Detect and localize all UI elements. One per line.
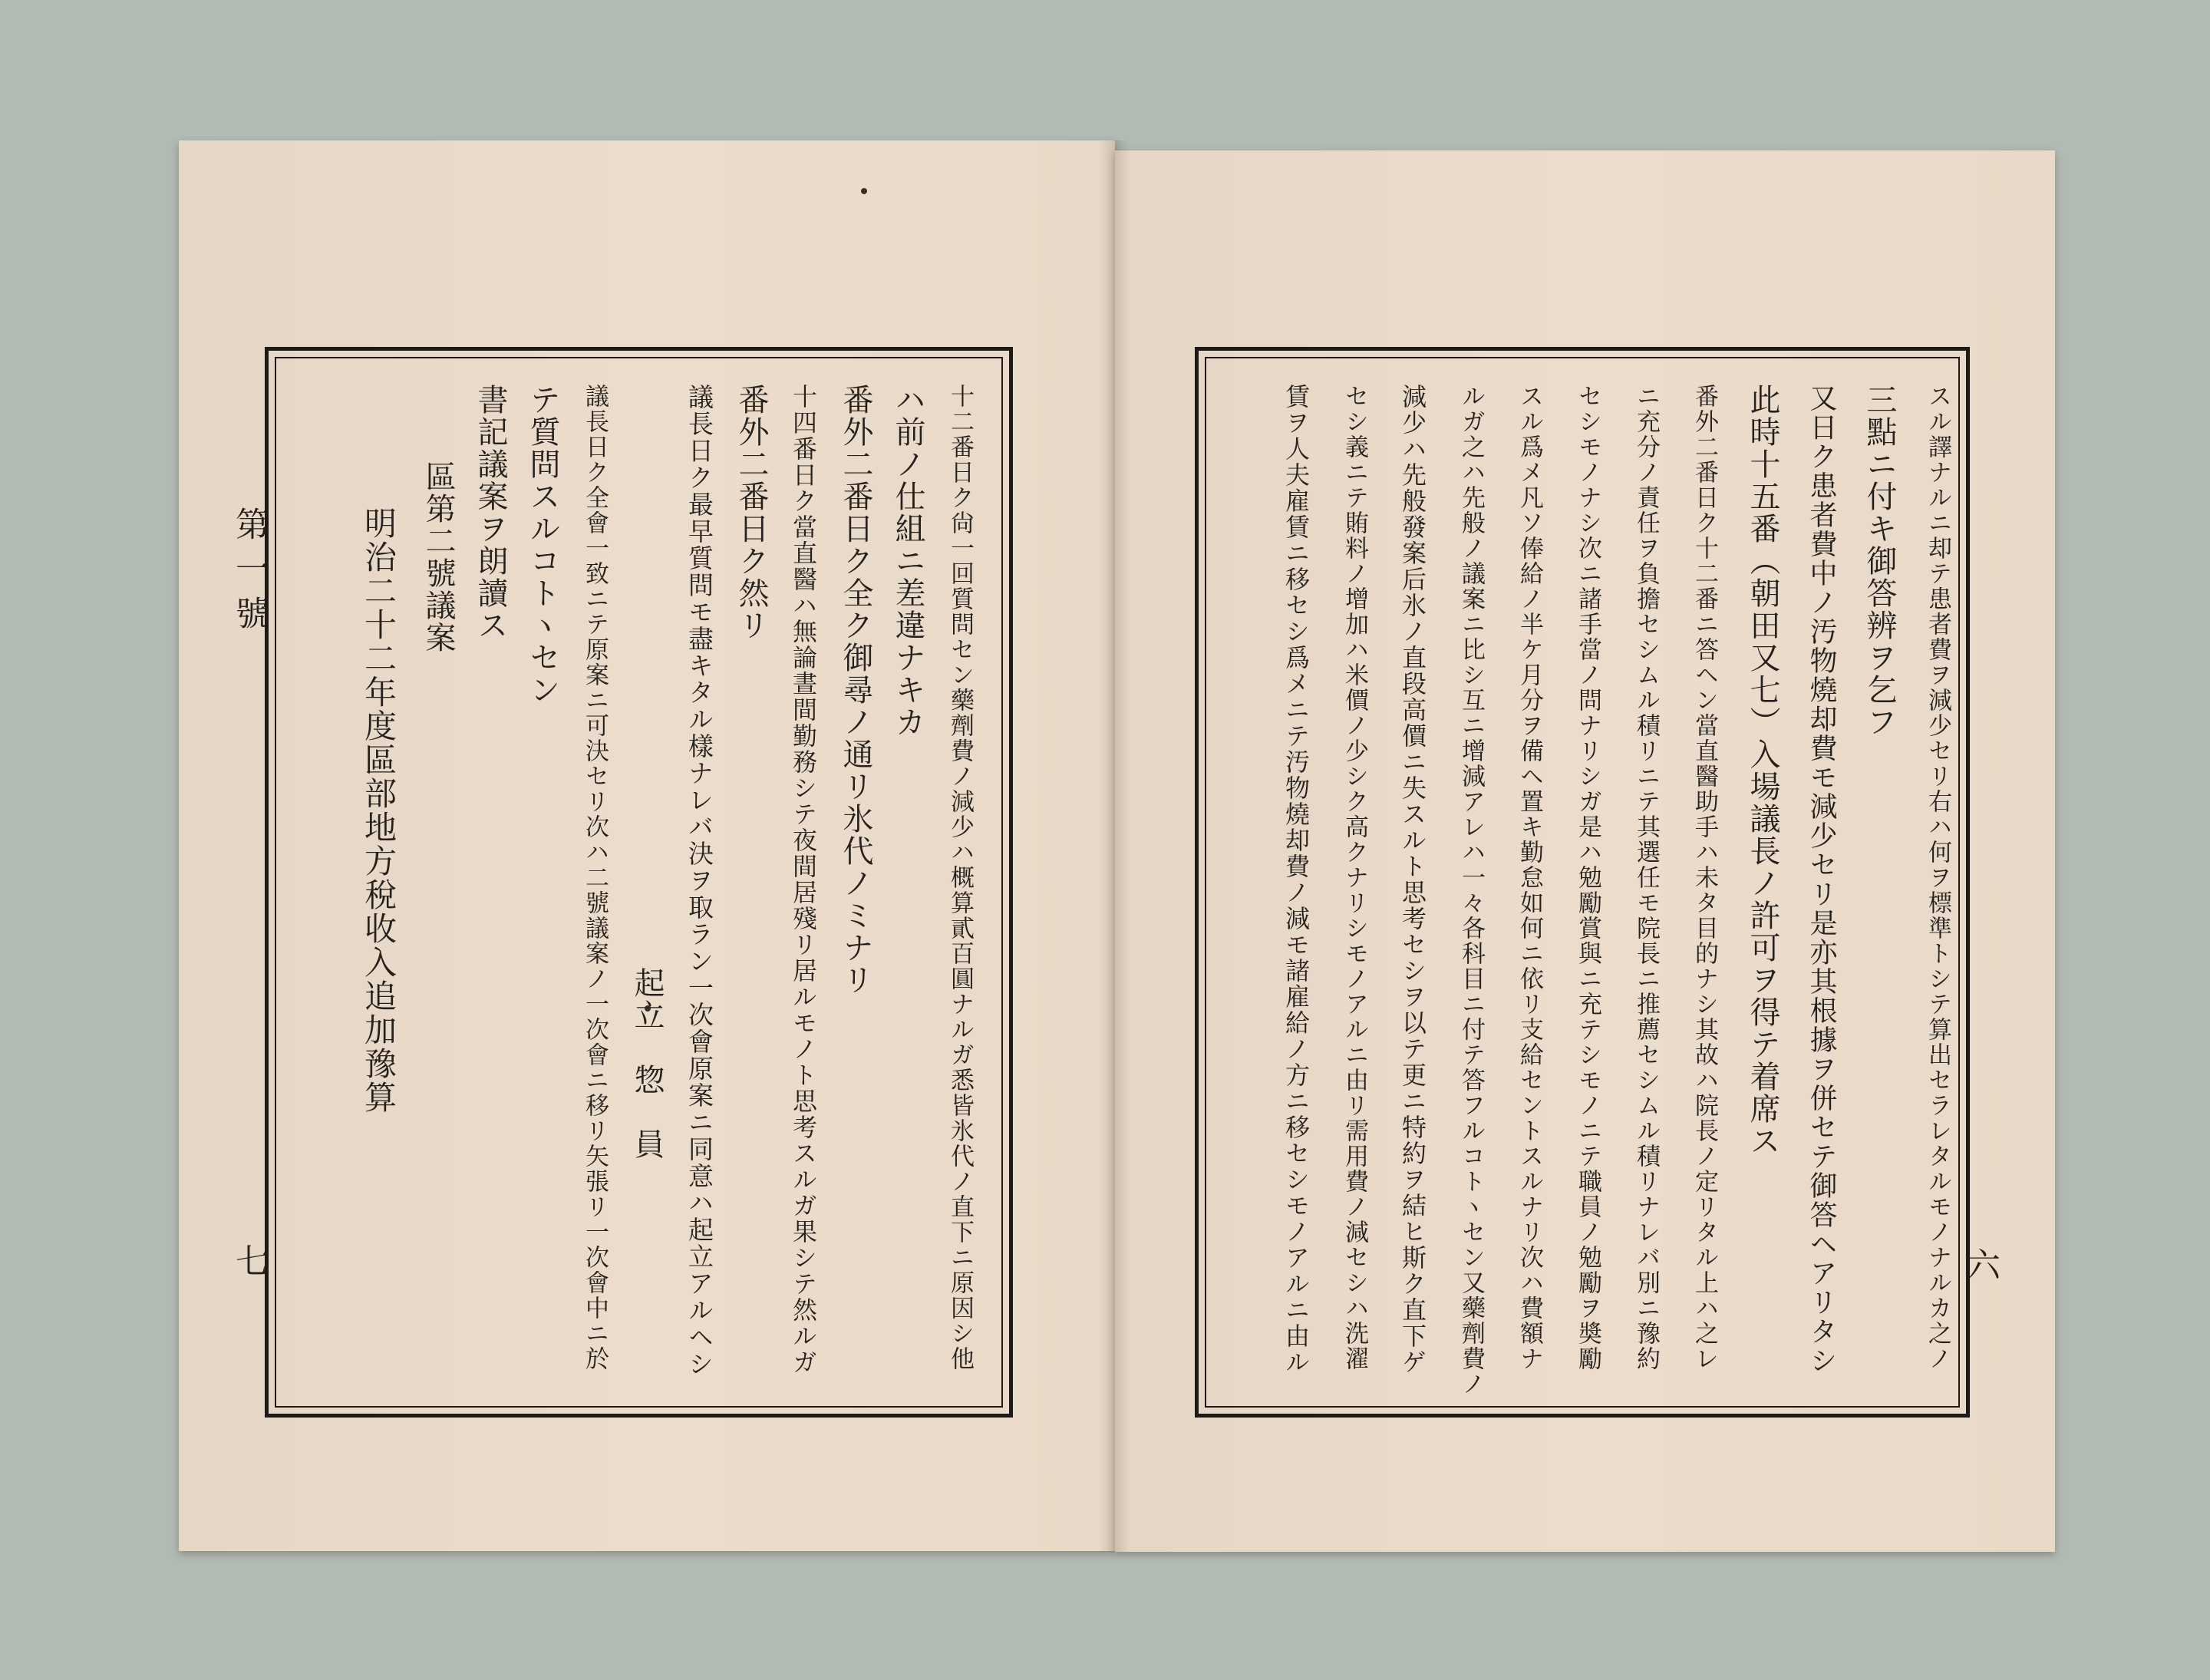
text-line: 起立 惣 員 — [629, 967, 665, 1160]
text-line: 又日ク患者費中ノ汚物燒却費モ減少セリ是亦其根據ヲ併セテ御答ヘアリタシ — [1806, 384, 1837, 1375]
issue-label: 第一號 — [229, 507, 269, 640]
text-line: テ質問スルコトヽセン — [525, 384, 560, 706]
text-line: 區第二號議案 — [421, 460, 456, 654]
page-number-left: 七 — [229, 1243, 269, 1277]
text-line: 三點ニ付キ御答辨ヲ乞フ — [1862, 384, 1897, 738]
text-line: ハ前ノ仕組ニ差違ナキカ — [890, 384, 925, 738]
text-line: ルガ之ハ先般ノ議案ニ比シ互ニ增減アレハ一々各科目ニ付テ答フルコトヽセン又藥劑費ノ — [1457, 384, 1485, 1397]
text-line: 番外二番日ク全ク御尋ノ通リ氷代ノミナリ — [838, 384, 873, 996]
text-line: 賃ヲ人夫雇賃ニ移セシ爲メニテ汚物燒却費ノ減モ諸雇給ノ方ニ移セシモノアルニ由ル — [1281, 384, 1311, 1375]
text-line: スル譯ナルニ却テ患者費ヲ減少セリ右ハ何ヲ標準トシテ算出セラレタルモノナルカ之ノ — [1924, 384, 1951, 1371]
text-line: 番外二番日ク十二番ニ答ヘン當直醫助手ハ未タ目的ナシ其故ハ院長ノ定リタル上ハ之レ — [1690, 384, 1718, 1371]
left-body-text — [292, 384, 998, 1397]
show-through-text: ⠀ — [643, 399, 678, 422]
text-line: 十二番日ク尙一回質問セン藥劑費ノ減少ハ概算貳百圓ナルガ悉皆氷代ノ直下ニ原因シ他 — [946, 384, 974, 1371]
text-line: 書記議案ヲ朗讀ス — [473, 384, 508, 642]
right-body-text — [1228, 384, 1964, 1397]
text-line: 十四番日ク當直醫ハ無論晝間勤務シテ夜間居殘リ居ルモノト思考スルガ果シテ然ルガ — [789, 384, 818, 1375]
book-gutter — [1099, 140, 1130, 1552]
text-line: セシ義ニテ賄料ノ增加ハ米價ノ少シク高クナリシモノアルニ由リ需用費ノ減セシハ洗濯 — [1341, 384, 1368, 1371]
text-line: 番外二番日ク然リ — [734, 384, 769, 642]
text-line: スル爲メ凡ソ俸給ノ半ケ月分ヲ備ヘ置キ勤怠如何ニ依リ支給セントスルナリ次ハ費額ナ — [1516, 384, 1543, 1371]
page-number-right: 六 — [1961, 1247, 2000, 1281]
text-line: 議長日ク全會一致ニテ原案ニ可決セリ次ハ二號議案ノ一次會ニ移リ矢張リ一次會中ニ於 — [581, 384, 609, 1371]
text-line: 減少ハ先般發案后氷ノ直段高價ニ失スルト思考セシヲ以テ更ニ特約ヲ結ヒ斯ク直下ゲ — [1398, 384, 1427, 1375]
document-title: 明治二十二年度區部地方稅收入追加豫算 — [360, 507, 397, 1114]
text-line: 議長日ク最早質問モ盡キタル樣ナレバ決ヲ取ラン一次會原案ニ同意ハ起立アルヘシ — [684, 384, 714, 1378]
binding-hole — [861, 188, 867, 194]
text-line: ニ充分ノ責任ヲ負擔セシムル積リニテ其選任モ院長ニ推薦セシムル積リナレバ別ニ豫約 — [1632, 384, 1660, 1371]
text-line: 此時十五番（朝田又七）入場議長ノ許可ヲ得テ着席ス — [1745, 384, 1780, 1157]
text-line: セシモノナシ次ニ諸手當ノ問ナリシガ是ハ勉勵賞與ニ充テシモノニテ職員ノ勉勵ヲ奬勵 — [1574, 384, 1601, 1371]
